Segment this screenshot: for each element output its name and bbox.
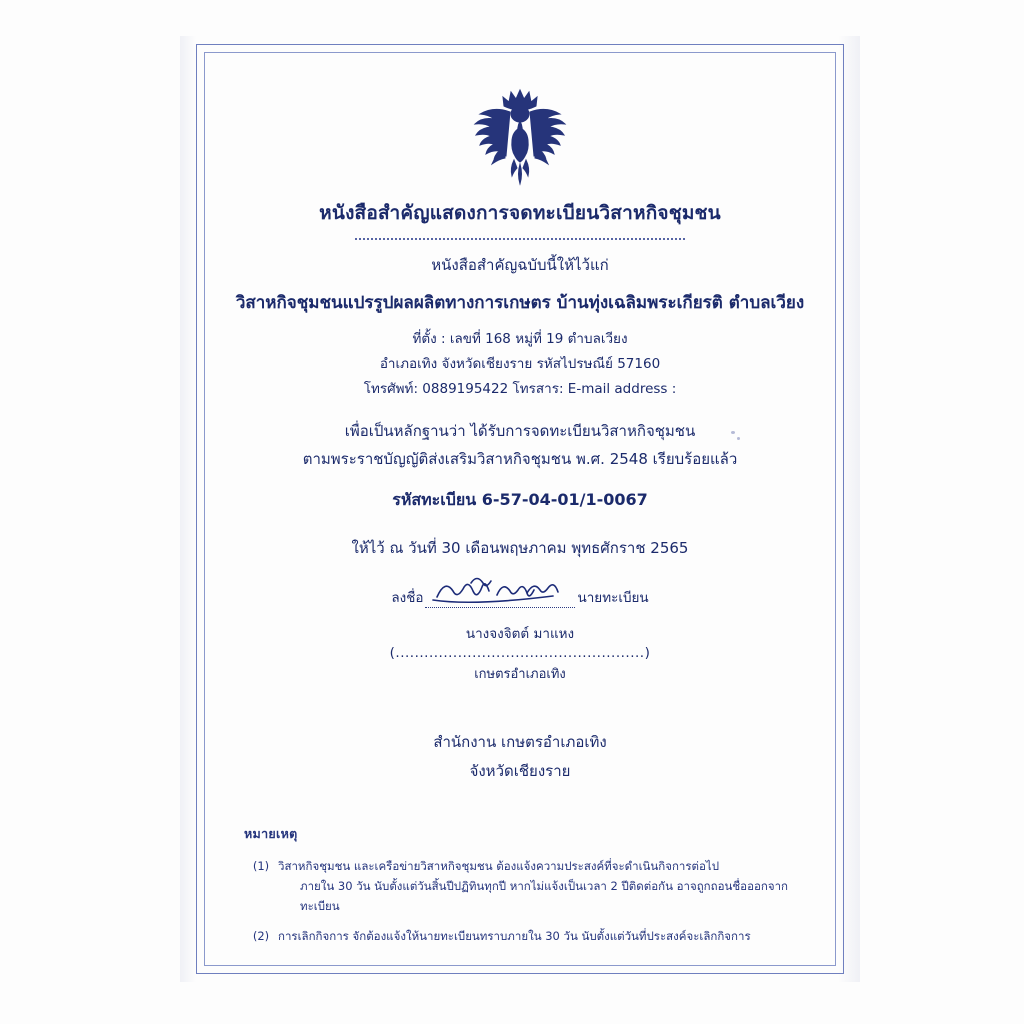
footnotes-section xyxy=(244,824,804,957)
notes-heading-text: หมายเหตุ xyxy=(244,826,298,841)
footnote-text xyxy=(278,926,804,946)
footnote-number: (2) xyxy=(252,929,270,944)
address-line-2: อำเภอเทิง จังหวัดเชียงราย รหัสไปรษณีย์ 57160 xyxy=(379,356,661,373)
address-line-1: ที่ตั้ง : เลขที่ 168 หมู่ที่ 19 ตำบลเวียง xyxy=(412,331,628,348)
garuda-emblem xyxy=(460,84,580,190)
signature-block xyxy=(204,586,836,683)
footnote-text-main: วิสาหกิจชุมชน และเครือข่ายวิสาหกิจชุมชน ต้องแจ้งความประสงค์ที่จะดำเนินกิจการต่อไป xyxy=(278,859,720,873)
document-title: หนังสือสำคัญแสดงการจดทะเบียนวิสาหกิจชุมชน xyxy=(319,202,721,224)
scan-edge-shadow-left xyxy=(180,36,196,982)
certify-line-1: เพื่อเป็นหลักฐานว่า ได้รับการจดทะเบียนวิสาหกิจชุมชน xyxy=(344,422,696,441)
registration-code-label: รหัสทะเบียน xyxy=(392,489,477,509)
issuing-office xyxy=(204,728,836,785)
footnote-text-continued: ภายใน 30 วัน นับตั้งแต่วันสิ้นปีปฏิทินทุกปี หากไม่แจ้งเป็นเวลา 2 ปีติดต่อกัน อาจถูกถอนชื่อออกจากทะเบียน xyxy=(300,879,788,914)
footnote-item xyxy=(244,856,804,916)
signature-line xyxy=(425,593,575,608)
intro-line: หนังสือสำคัญฉบับนี้ให้ไว้แก่ xyxy=(431,256,609,274)
registrar-label: นายทะเบียน xyxy=(577,590,649,607)
notes-heading xyxy=(244,824,804,844)
certify-line-2: ตามพระราชบัญญัติส่งเสริมวิสาหกิจชุมชน พ.ศ. 2548 เรียบร้อยแล้ว xyxy=(302,449,738,468)
office-line-2: จังหวัดเชียงราย xyxy=(469,761,571,780)
title-divider xyxy=(355,238,685,240)
footnote-text xyxy=(278,856,804,916)
signer-paren-placeholder: (....................................................) xyxy=(389,645,651,662)
signature-row xyxy=(204,586,836,608)
footnote-item xyxy=(244,926,804,946)
registration-code xyxy=(204,488,836,513)
signature-label: ลงชื่อ xyxy=(391,590,424,607)
office-line-1: สำนักงาน เกษตรอำเภอเทิง xyxy=(433,733,607,752)
handwritten-signature-icon xyxy=(419,571,587,605)
entity-name: วิสาหกิจชุมชนแปรรูปผลผลิตทางการเกษตร บ้านทุ่งเฉลิมพระเกียรติ ตำบลเวียง xyxy=(235,292,805,313)
signer-position: เกษตรอำเภอเทิง xyxy=(474,667,566,683)
issued-date: ให้ไว้ ณ วันที่ 30 เดือนพฤษภาคม พุทธศักราช 2565 xyxy=(351,538,689,557)
footnote-number: (1) xyxy=(252,859,270,873)
registration-code-value: 6-57-04-01/1-0067 xyxy=(481,489,648,509)
footnote-text-main: การเลิกกิจการ จักต้องแจ้งให้นายทะเบียนทราบภายใน 30 วัน นับตั้งแต่วันที่ประสงค์จะเลิกกิจการ xyxy=(278,929,751,944)
contact-line: โทรศัพท์: 0889195422 โทรสาร: E-mail address : xyxy=(363,381,677,398)
signer-name: นางจงจิตต์ มาแหง xyxy=(465,626,575,643)
